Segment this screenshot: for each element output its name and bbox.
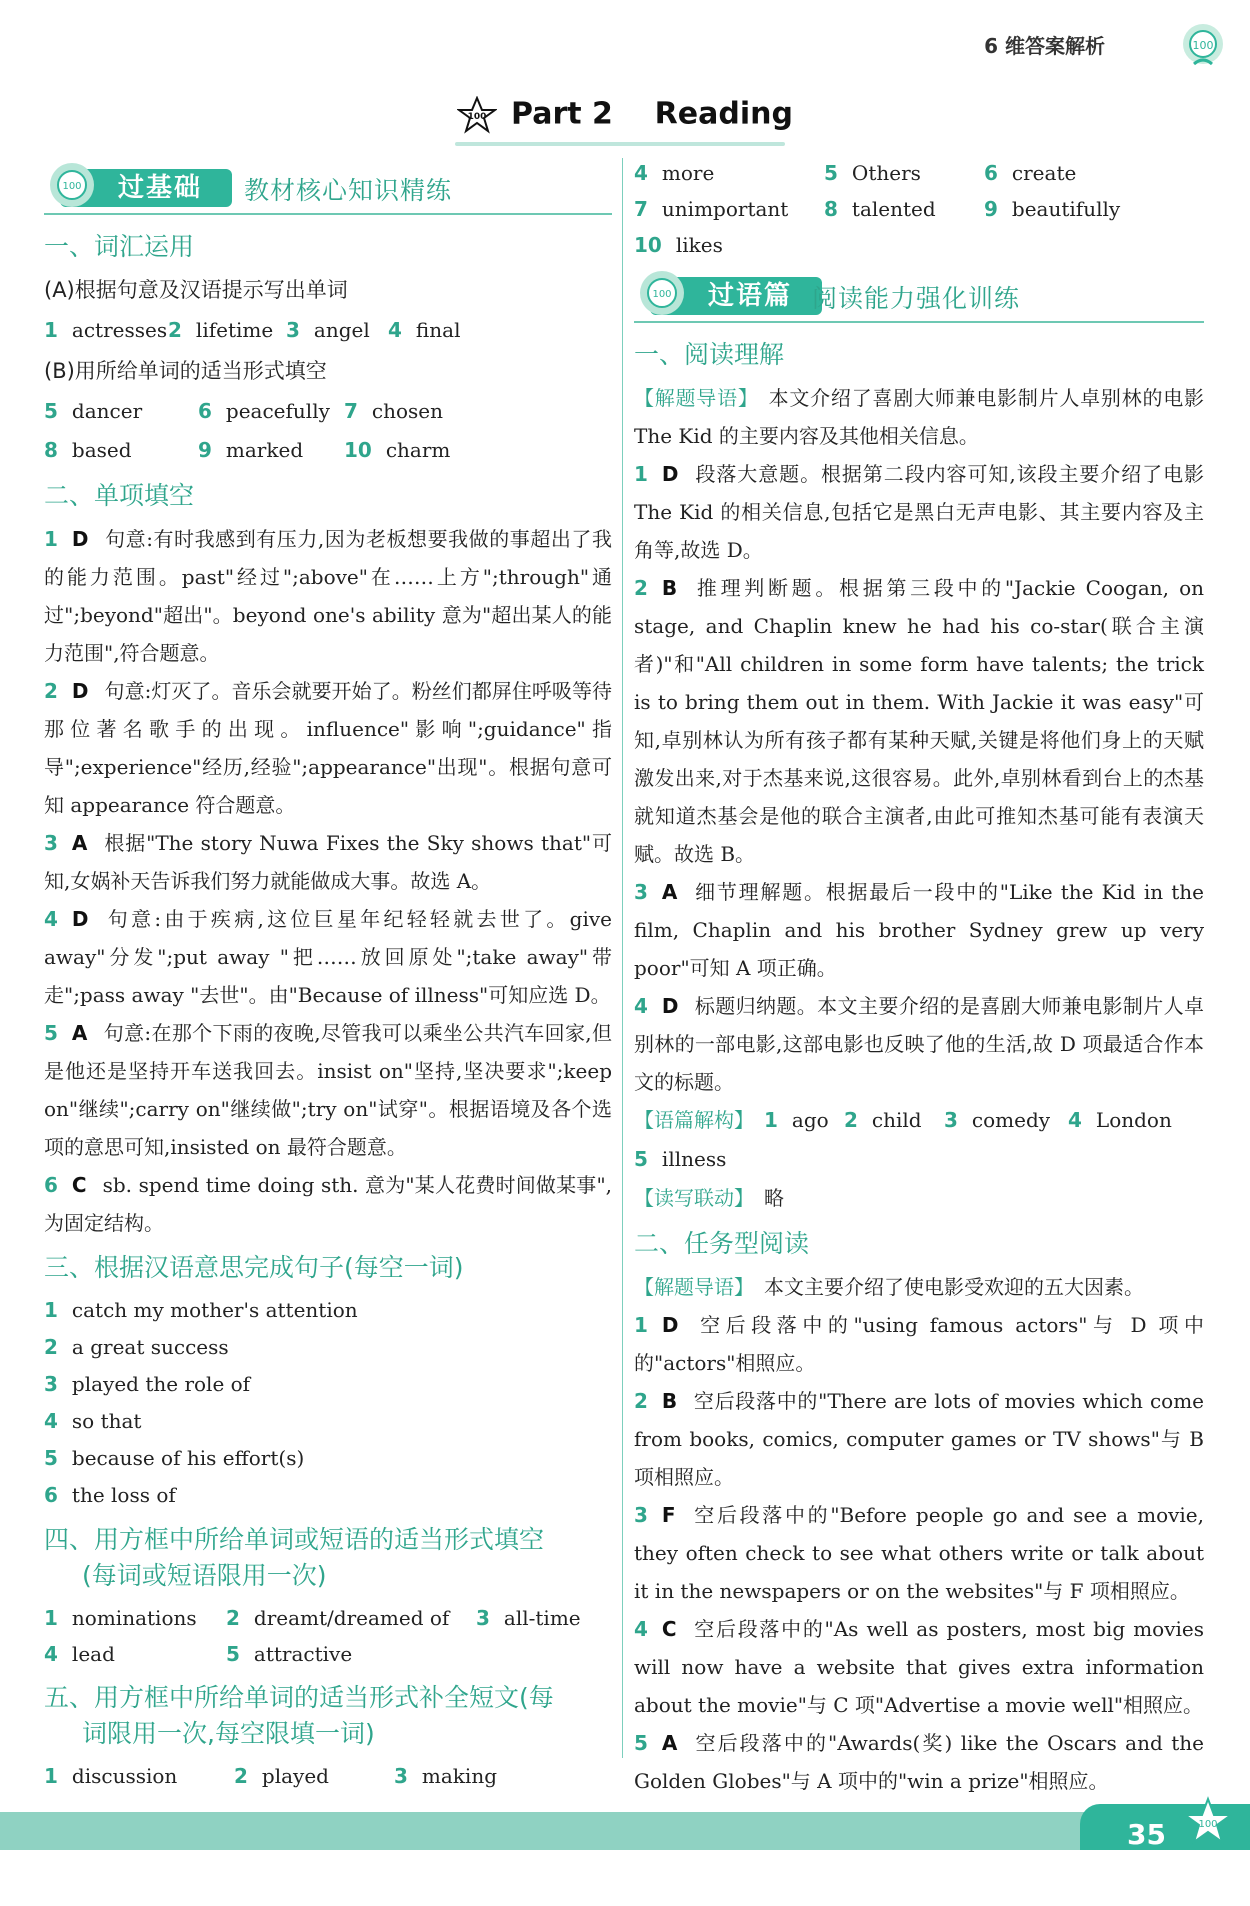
item-number: 1 (44, 527, 58, 551)
explanation-item (634, 873, 1204, 987)
answer-item (984, 155, 1076, 191)
item-answer: nominations (71, 1606, 197, 1630)
section-vocab-title: 一、词汇运用 (44, 232, 195, 261)
answer-item (824, 191, 984, 227)
section-task-reading-title: 二、任务型阅读 (634, 1229, 810, 1258)
guide-tag: 【解题导语】 (634, 1275, 754, 1299)
answer-item (44, 1600, 226, 1636)
item-choice: B (661, 1389, 678, 1413)
answer-item (634, 191, 824, 227)
item-number: 4 (44, 907, 58, 931)
footer-bar (0, 1812, 1250, 1850)
answer-row (44, 431, 612, 470)
item-explanation: 推理判断题。根据第三段中的"Jackie Coogan, on stage, and Chaplin knew he had his co-star(联合主演者)"和"All children in some form have talents; the trick is to bring them out in them. With Jackie it was easy"可知,卓别林认为所有孩子都有某种天赋,关键是将他们身上的天赋激发出来,对于杰基来说,这很容易。此外,卓别林看到台上的杰基就知道杰基会是他的联合主演者,由此可推知杰基可能有表演天赋。故选 B。 (634, 576, 1204, 866)
item-explanation: 空后段落中的"There are lots of movies which come from books, comics, computer games or TV shows"与 B 项相照应。 (634, 1389, 1204, 1489)
section-single-choice-title: 二、单项填空 (44, 481, 195, 510)
explanation-item (634, 1610, 1204, 1724)
read-write-row (634, 1179, 1204, 1218)
item-number: 7 (344, 399, 358, 423)
item-answer: London (1095, 1108, 1172, 1132)
item-number: 1 (44, 1298, 58, 1322)
item-number: 5 (824, 161, 838, 185)
item-answer: marked (225, 438, 304, 462)
answer-list (44, 1292, 612, 1514)
guide-text: 本文主要介绍了使电影受欢迎的五大因素。 (764, 1275, 1144, 1299)
banner-reading-sub: 阅读能力强化训练 (812, 284, 1021, 313)
item-choice: D (661, 994, 679, 1018)
banner-basics-label: 过基础 (60, 169, 232, 207)
item-number: 4 (44, 1409, 58, 1433)
answer-item (634, 155, 824, 191)
answer-item (764, 1101, 844, 1140)
item-choice: C (661, 1617, 677, 1641)
item-number: 3 (476, 1606, 490, 1630)
item-explanation: 空后段落中的"Before people go and see a movie, they often check to see what others write or talk about it in the newspapers or on the websites"与 F 项相照应。 (634, 1503, 1204, 1603)
item-answer: Others (851, 161, 921, 185)
item-number: 2 (44, 1335, 58, 1359)
item-number: 1 (44, 1764, 58, 1788)
explanation-item (44, 672, 612, 824)
item-choice: D (71, 907, 89, 931)
item-answer: create (1011, 161, 1077, 185)
answer-item (824, 155, 984, 191)
answer-item (844, 1101, 944, 1140)
svg-text:100: 100 (467, 112, 487, 122)
item-answer: beautifully (1011, 197, 1121, 221)
svg-text:100: 100 (652, 289, 672, 300)
structure-row (634, 1101, 1204, 1140)
list-item (44, 1440, 612, 1477)
item-explanation: 句意:有时我感到有压力,因为老板想要我做的事超出了我的能力范围。past"经过";above"在……上方";through"通过";beyond"超出"。beyond one's ability 意为"超出某人的能力范围",符合题意。 (44, 527, 612, 665)
item-answer: based (71, 438, 132, 462)
item-choice: D (661, 462, 679, 486)
item-answer: played the role of (71, 1372, 251, 1396)
guide-paragraph (634, 1268, 1204, 1306)
item-explanation: 空后段落中的"As well as posters, most big movies will now have a website that gives extra information about the movie"与 C 项"Advertise a movie well"相照应。 (634, 1617, 1204, 1717)
page-number: 35 (1127, 1818, 1166, 1851)
answer-item (344, 392, 443, 431)
answer-item (226, 1636, 352, 1672)
item-answer: child (871, 1108, 922, 1132)
item-choice: D (661, 1313, 679, 1337)
list-item (44, 1329, 612, 1366)
item-number: 5 (44, 1021, 58, 1045)
item-answer: likes (675, 233, 723, 257)
item-number: 3 (944, 1108, 958, 1132)
item-explanation: 段落大意题。根据第二段内容可知,该段主要介绍了电影 The Kid 的相关信息,包括它是黑白无声电影、其主要内容及主角等,故选 D。 (634, 462, 1204, 562)
item-answer: dancer (71, 399, 143, 423)
explanation-item (44, 1014, 612, 1166)
header-section-label: 6 维答案解析 (984, 34, 1105, 58)
answer-row (634, 191, 1204, 227)
guide-text: 本文介绍了喜剧大师兼电影制片人卓别林的电影 The Kid 的主要内容及其他相关信息。 (634, 386, 1205, 448)
explanation-item (44, 520, 612, 672)
answer-item (44, 392, 198, 431)
banner-reading-label: 过语篇 (650, 277, 822, 315)
item-explanation: 标题归纳题。本文主要介绍的是喜剧大师兼电影制片人卓别林的一部电影,这部电影也反映了他的生活,故 D 项最适合作本文的标题。 (634, 994, 1204, 1094)
explanation-item (634, 987, 1204, 1101)
item-number: 6 (44, 1483, 58, 1507)
item-number: 4 (388, 318, 402, 342)
flower-mascot-icon (634, 267, 692, 323)
list-item (44, 1477, 612, 1514)
title-underline (455, 142, 785, 146)
guide-tag: 【解题导语】 (634, 386, 759, 410)
structure-row (634, 1140, 1204, 1179)
answer-item (388, 311, 460, 350)
item-answer: the loss of (71, 1483, 176, 1507)
item-answer: angel (313, 318, 370, 342)
section-word-box-title: 四、用方框中所给单词或短语的适当形式填空 (44, 1525, 545, 1554)
item-explanation: sb. spend time doing sth. 意为"某人花费时间做某事",为固定结构。 (44, 1173, 612, 1235)
item-answer: charm (385, 438, 451, 462)
item-explanation: 根据"The story Nuwa Fixes the Sky shows that"可知,女娲补天告诉我们努力就能做成大事。故选 A。 (44, 831, 612, 893)
read-write-tag: 【读写联动】 (634, 1186, 754, 1210)
answer-row (44, 1636, 612, 1672)
item-answer: more (661, 161, 715, 185)
flower-mascot-icon (1174, 20, 1232, 70)
item-answer: comedy (971, 1108, 1051, 1132)
svg-text:100: 100 (1198, 1819, 1218, 1830)
item-answer: played (261, 1764, 329, 1788)
item-answer: a great success (71, 1335, 229, 1359)
answer-item (634, 1140, 726, 1179)
item-answer: lifetime (195, 318, 274, 342)
answer-item (344, 431, 450, 470)
item-choice: C (71, 1173, 87, 1197)
item-answer: ago (791, 1108, 829, 1132)
item-number: 1 (634, 462, 648, 486)
item-number: 4 (634, 994, 648, 1018)
page-title-text: Part 2 Reading (511, 96, 793, 132)
item-explanation: 空后段落中的"using famous actors"与 D 项中的"actors"相照应。 (634, 1313, 1204, 1375)
subsection-a-title: (A)根据句意及汉语提示写出单词 (44, 278, 348, 302)
item-number: 6 (984, 161, 998, 185)
structure-tag: 【语篇解构】 (634, 1108, 754, 1132)
item-number: 1 (44, 318, 58, 342)
section-word-box-title-cont: (每词或短语限用一次) (82, 1561, 327, 1590)
banner-basics-sub: 教材核心知识精练 (244, 176, 453, 205)
item-number: 2 (168, 318, 182, 342)
answer-row (634, 227, 1204, 263)
item-number: 10 (344, 438, 372, 462)
item-answer: unimportant (661, 197, 789, 221)
item-explanation: 句意:在那个下雨的夜晚,尽管我可以乘坐公共汽车回家,但是他还是坚持开车送我回去。insist on"坚持,坚决要求";keep on"继续";carry on"继续做";try on"试穿"。根据语境及各个选项的意思可知,insisted on 最符合题意。 (44, 1021, 612, 1159)
item-number: 3 (634, 880, 648, 904)
item-number: 2 (634, 576, 648, 600)
item-answer: final (415, 318, 461, 342)
answer-item (944, 1101, 1068, 1140)
item-answer: because of his effort(s) (71, 1446, 305, 1470)
item-number: 2 (226, 1606, 240, 1630)
flower-mascot-icon (1180, 1796, 1236, 1852)
item-number: 4 (634, 1617, 648, 1641)
answer-item (234, 1758, 394, 1794)
item-number: 5 (44, 1446, 58, 1470)
item-number: 1 (764, 1108, 778, 1132)
guide-paragraph (634, 379, 1204, 455)
answer-row (44, 392, 612, 431)
item-number: 3 (286, 318, 300, 342)
svg-text:100: 100 (62, 181, 82, 192)
explanation-item (44, 1166, 612, 1242)
item-explanation: 细节理解题。根据最后一段中的"Like the Kid in the film, Chaplin and his brother Sydney grew up very poor"可知 A 项正确。 (634, 880, 1204, 980)
answer-row (44, 1758, 612, 1794)
answer-item (226, 1600, 476, 1636)
item-number: 3 (44, 1372, 58, 1396)
item-number: 2 (634, 1389, 648, 1413)
column-divider (622, 158, 623, 1758)
item-number: 8 (824, 197, 838, 221)
section-complete-sentences-title: 三、根据汉语意思完成句子(每空一词) (44, 1253, 464, 1282)
answer-item (44, 431, 198, 470)
item-answer: lead (71, 1642, 115, 1666)
item-number: 3 (634, 1503, 648, 1527)
item-choice: F (661, 1503, 676, 1527)
item-number: 10 (634, 233, 662, 257)
answer-item (168, 311, 286, 350)
item-number: 5 (226, 1642, 240, 1666)
item-number: 1 (634, 1313, 648, 1337)
explanation-item (634, 1496, 1204, 1610)
item-answer: catch my mother's attention (71, 1298, 358, 1322)
item-number: 3 (44, 831, 58, 855)
item-number: 9 (984, 197, 998, 221)
subsection-b-title: (B)用所给单词的适当形式填空 (44, 359, 327, 383)
star-logo-icon (457, 96, 497, 134)
page-title (0, 96, 1250, 134)
banner-underline (634, 321, 1204, 323)
item-choice: D (71, 679, 89, 703)
item-number: 5 (44, 399, 58, 423)
answer-item (44, 311, 168, 350)
flower-mascot-icon (44, 159, 102, 215)
explanation-item (634, 569, 1204, 873)
section-reading-title: 一、阅读理解 (634, 340, 785, 369)
item-answer: making (421, 1764, 498, 1788)
item-number: 6 (198, 399, 212, 423)
answer-item (1068, 1101, 1172, 1140)
read-write-answer: 略 (764, 1186, 784, 1210)
item-number: 4 (1068, 1108, 1082, 1132)
item-answer: dreamt/dreamed of (253, 1606, 450, 1630)
item-answer: actresses (71, 318, 168, 342)
section-passage-title-cont: 词限用一次,每空限填一词) (82, 1719, 375, 1748)
list-item (44, 1292, 612, 1329)
item-explanation: 句意:由于疾病,这位巨星年纪轻轻就去世了。give away"分发";put away "把……放回原处";take away"带走";pass away "去世"。由"Because of illness"可知应选 D。 (44, 907, 612, 1007)
item-number: 4 (634, 161, 648, 185)
left-column (44, 155, 612, 1794)
item-number: 8 (44, 438, 58, 462)
explanation-item (44, 900, 612, 1014)
answer-row (44, 311, 612, 350)
answer-item (198, 392, 344, 431)
item-answer: discussion (71, 1764, 178, 1788)
banner-reading (634, 267, 1204, 323)
answer-item (44, 1636, 226, 1672)
item-choice: A (71, 1021, 88, 1045)
item-number: 9 (198, 438, 212, 462)
explanation-item (634, 1306, 1204, 1382)
answer-item (634, 227, 723, 263)
list-item (44, 1366, 612, 1403)
explanation-item (634, 1382, 1204, 1496)
item-answer: all-time (503, 1606, 581, 1630)
right-column (634, 155, 1204, 1800)
item-choice: B (661, 576, 678, 600)
answer-item (984, 191, 1120, 227)
explanation-item (634, 1724, 1204, 1800)
banner-basics (44, 159, 612, 215)
item-answer: chosen (371, 399, 444, 423)
answer-item (476, 1600, 581, 1636)
answer-row (44, 1600, 612, 1636)
item-choice: A (661, 1731, 678, 1755)
item-number: 3 (394, 1764, 408, 1788)
answer-item (286, 311, 388, 350)
list-item (44, 1403, 612, 1440)
item-answer: peacefully (225, 399, 330, 423)
item-number: 2 (234, 1764, 248, 1788)
answer-item (198, 431, 344, 470)
item-number: 1 (44, 1606, 58, 1630)
item-choice: A (71, 831, 88, 855)
answer-row (634, 155, 1204, 191)
banner-underline (44, 213, 612, 215)
item-answer: illness (661, 1147, 727, 1171)
item-number: 6 (44, 1173, 58, 1197)
item-answer: attractive (253, 1642, 353, 1666)
item-answer: talented (851, 197, 936, 221)
item-number: 5 (634, 1147, 648, 1171)
item-choice: D (71, 527, 89, 551)
svg-text:100: 100 (1192, 39, 1214, 52)
explanation-item (44, 824, 612, 900)
item-number: 5 (634, 1731, 648, 1755)
item-choice: A (661, 880, 678, 904)
answer-item (394, 1758, 497, 1794)
section-passage-title: 五、用方框中所给单词的适当形式补全短文(每 (44, 1683, 554, 1712)
answer-item (44, 1758, 234, 1794)
item-explanation: 句意:灯灭了。音乐会就要开始了。粉丝们都屏住呼吸等待那位著名歌手的出现。influence"影响";guidance"指导";experience"经历,经验";appearance"出现"。根据句意可知 appearance 符合题意。 (44, 679, 612, 817)
explanation-item (634, 455, 1204, 569)
item-number: 2 (44, 679, 58, 703)
item-number: 2 (844, 1108, 858, 1132)
item-explanation: 空后段落中的"Awards(奖) like the Oscars and the Golden Globes"与 A 项中的"win a prize"相照应。 (634, 1731, 1204, 1793)
item-answer: so that (71, 1409, 142, 1433)
item-number: 7 (634, 197, 648, 221)
item-number: 4 (44, 1642, 58, 1666)
